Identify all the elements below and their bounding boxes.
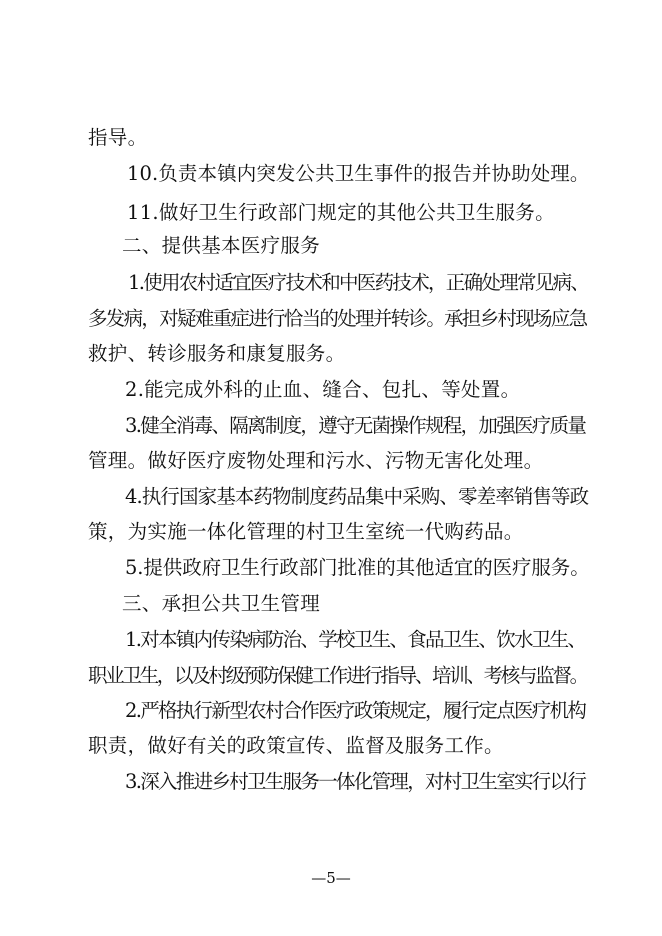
body-line: 10.负责本镇内突发公共卫生事件的报告并协助处理。: [127, 162, 590, 185]
body-line: 职责，做好有关的政策宣传、监督及服务工作。: [88, 734, 504, 757]
page-number: —5—: [311, 869, 351, 887]
body-line: 指导。: [88, 126, 148, 149]
body-line: 救护、转诊服务和康复服务。: [88, 342, 346, 365]
body-line: 1.对本镇内传染病防治、学校卫生、食品卫生、饮水卫生、: [125, 628, 586, 651]
body-line: 策，为实施一体化管理的村卫生室统一代购药品。: [88, 520, 524, 543]
body-line: 管理。做好医疗废物处理和污水、污物无害化处理。: [88, 449, 544, 472]
body-line: 5.提供政府卫生行政部门批准的其他适宜的医疗服务。: [125, 556, 590, 579]
section-heading: 二、提供基本医疗服务: [122, 234, 321, 257]
body-line: 2.能完成外科的止血、缝合、包扎、等处置。: [125, 378, 521, 401]
body-line: 2.严格执行新型农村合作医疗政策规定，履行定点医疗机构: [125, 699, 586, 722]
body-line: 11.做好卫生行政部门规定的其他公共卫生服务。: [127, 201, 555, 224]
body-line: 1.使用农村适宜医疗技术和中医药技术，正确处理常见病、: [128, 271, 589, 294]
body-line: 多发病，对疑难重症进行恰当的处理并转诊。承担乡村现场应急: [88, 307, 587, 330]
body-line: 职业卫生，以及村级预防保健工作进行指导、培训、考核与监督。: [88, 664, 587, 687]
body-line: 3.深入推进乡村卫生服务一体化管理，对村卫生室实行以行: [125, 770, 586, 793]
section-heading: 三、承担公共卫生管理: [122, 592, 321, 615]
body-line: 3.健全消毒、隔离制度，遵守无菌操作规程，加强医疗质量: [125, 414, 586, 437]
body-line: 4.执行国家基本药物制度药品集中采购、零差率销售等政: [125, 485, 589, 508]
